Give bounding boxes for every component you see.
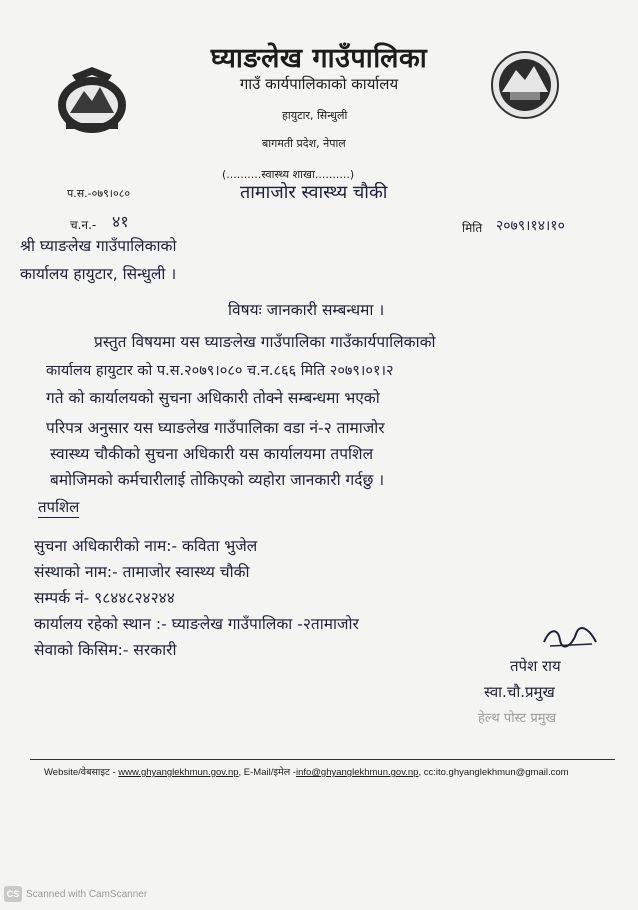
details-heading: तपशिल (38, 498, 80, 516)
body-line-2: कार्यालय हायुटार को प.स.२०७९।०८० च.न.८६६ मिति २०७९।०१।२ (46, 363, 394, 379)
detail-officer-name: सुचना अधिकारीको नाम:- कविता भुजेल (34, 537, 258, 555)
detail-contact: सम्पर्क नं- ९८४४८२४२४४ (34, 589, 175, 607)
cc-email: , cc:ito.ghyanglekhmun@gmail.com (418, 767, 569, 778)
date-label: मिति (462, 221, 483, 235)
email-link[interactable]: info@ghyanglekhmun.gov.np (295, 767, 419, 778)
body-line-4: परिपत्र अनुसार यस घ्याङलेख गाउँपालिका वडा नं-२ तामाजोर (46, 419, 385, 437)
address-line-1: हायुटार, सिन्धुली (282, 109, 348, 122)
body-line-6: बमोजिमको कर्मचारीलाई तोकिएको व्यहोरा जानकारी गर्दछु । (50, 471, 385, 489)
detail-service-type: सेवाको किसिम:- सरकारी (34, 641, 177, 659)
signatory-name: तपेश राय (510, 657, 561, 675)
camscanner-badge-icon: CS (4, 886, 22, 902)
addressee-line-2: कार्यालय हायुटार, सिन्धुली । (20, 265, 177, 283)
signatory-title: स्वा.चौ.प्रमुख (484, 683, 555, 701)
health-post-name: तामाजोर स्वास्थ्य चौकी (240, 182, 388, 203)
addressee-line-1: श्री घ्याङलेख गाउँपालिकाको (20, 237, 177, 255)
date-value: २०७९।१४।१० (496, 218, 565, 234)
section-line: (..........स्वास्थ्य शाखा..........) (222, 168, 355, 181)
address-line-2: बागमती प्रदेश, नेपाल (262, 137, 346, 150)
signature-mark-icon (540, 624, 600, 650)
body-line-3: गते को कार्यालयको सुचना अधिकारी तोक्ने सम्बन्धमा भएको (46, 389, 380, 407)
detail-organization: संस्थाको नाम:- तामाजोर स्वास्थ्य चौकी (34, 563, 250, 581)
email-label: , E-Mail/इमेल - (238, 767, 296, 778)
detail-location: कार्यालय रहेको स्थान :- घ्याङलेख गाउँपालिका -२तामाजोर (34, 615, 359, 633)
footer-contact (44, 765, 569, 778)
body-line-5: स्वास्थ्य चौकीको सुचना अधिकारी यस कार्यालयमा तपशिल (50, 445, 374, 463)
cn-label: च.न.- (70, 218, 97, 232)
camscanner-watermark: Scanned with CamScanner (26, 889, 148, 900)
office-title: घ्याङलेख गाउँपालिका (210, 43, 428, 74)
website-label: Website/वेबसाइट - (44, 767, 116, 778)
body-line-1: प्रस्तुत विषयमा यस घ्याङलेख गाउँपालिका गाउँकार्यपालिकाको (94, 333, 436, 351)
ps-number: प.स.-०७९।०८० (67, 187, 131, 200)
cn-value: ४१ (112, 212, 129, 231)
office-subtitle: गाउँ कार्यपालिकाको कार्यालय (239, 75, 399, 93)
subject-line: विषयः जानकारी सम्बन्धमा । (228, 301, 385, 319)
website-link[interactable]: www.ghyanglekhmun.gov.np (118, 767, 239, 778)
footer-divider (30, 759, 615, 760)
signatory-stamp: हेल्थ पोस्ट प्रमुख (478, 711, 557, 726)
